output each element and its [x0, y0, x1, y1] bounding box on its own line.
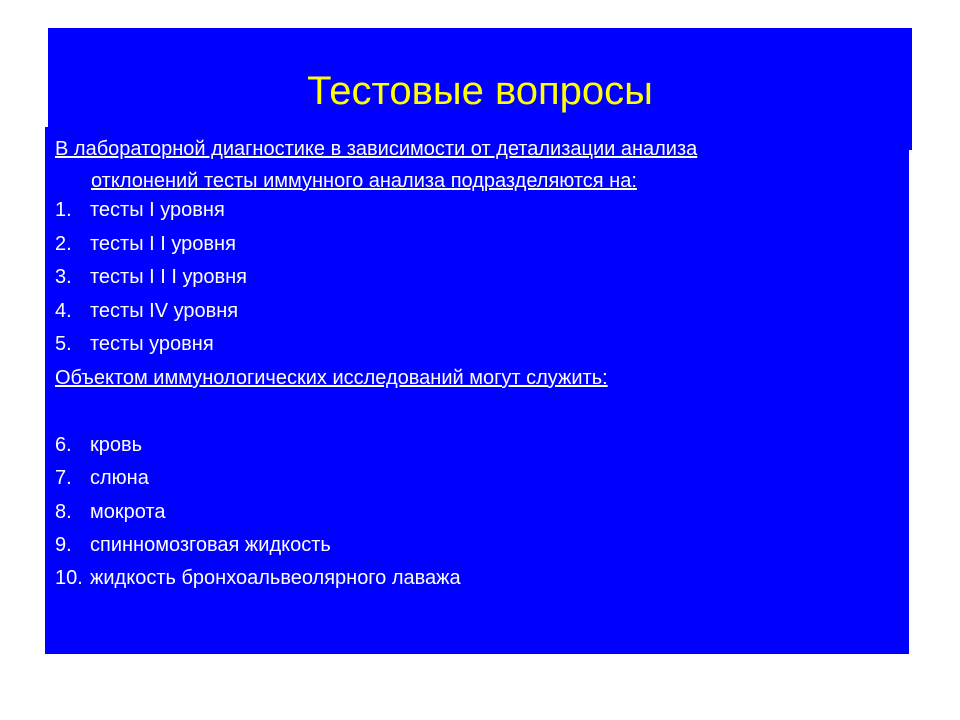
list-item-number: 8.	[55, 501, 72, 523]
list-item-text: жидкость бронхоальвеолярного лаважа	[90, 567, 461, 589]
list-item-text: тесты I I уровня	[90, 233, 236, 255]
list-item-text: тесты I уровня	[90, 199, 225, 221]
list-item-text: тесты IV уровня	[90, 300, 239, 322]
list-item-text: кровь	[90, 434, 143, 456]
list-item	[55, 496, 166, 528]
list-item-number: 6.	[55, 434, 72, 456]
list-item-number: 7.	[55, 467, 72, 489]
list-item-number: 10.	[55, 567, 83, 589]
list-item	[55, 529, 331, 561]
list-item-number: 1.	[55, 199, 72, 221]
list-item-number: 9.	[55, 534, 72, 556]
slide-title: Тестовые вопросы	[307, 69, 653, 113]
list-item-number: 3.	[55, 266, 72, 288]
list-item	[55, 194, 225, 226]
list-item-text: спинномозговая жидкость	[90, 534, 331, 556]
list-item	[55, 228, 236, 260]
list-item-number: 2.	[55, 233, 72, 255]
list-item-text: слюна	[90, 467, 149, 489]
question-1-line-1: В лабораторной диагностике в зависимости от детализации анализа	[55, 138, 698, 160]
list-item	[55, 462, 149, 494]
list-item	[55, 328, 214, 360]
list-item	[55, 562, 461, 594]
list-item-text: тесты уровня	[90, 333, 214, 355]
question-1	[55, 133, 899, 197]
list-item	[55, 295, 238, 327]
list-item-text: мокрота	[90, 501, 166, 523]
content-panel	[45, 127, 909, 654]
question-1-line-2: отклонений тесты иммунного анализа подразделяются на:	[91, 170, 637, 192]
list-item-number: 5.	[55, 333, 72, 355]
list-item-text: тесты I I I уровня	[90, 266, 248, 288]
list-item	[55, 261, 247, 293]
question-2: Объектом иммунологических исследований могут служить:	[55, 367, 608, 389]
list-item	[55, 429, 142, 461]
list-item-number: 4.	[55, 300, 72, 322]
